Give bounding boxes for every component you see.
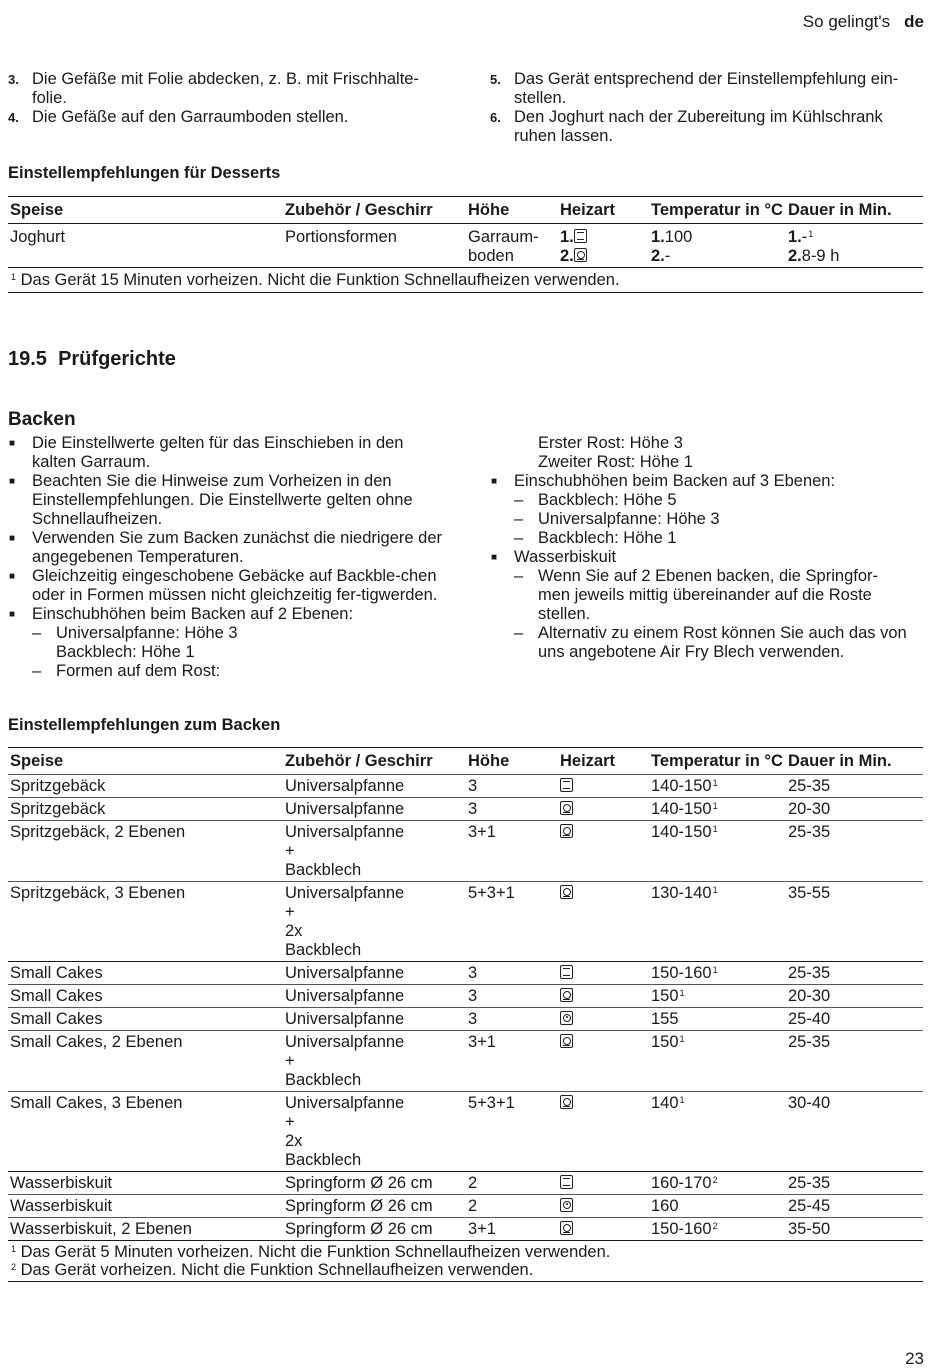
cell-temperatur: 155 xyxy=(649,1008,786,1031)
cell-speise: Wasserbiskuit xyxy=(8,1172,283,1195)
col-header: Zubehör / Geschirr xyxy=(285,752,433,770)
desserts-table xyxy=(8,196,923,293)
step-item: 6. Den Joghurt nach der Zubereitung im Kühlschrank ruhen lassen. xyxy=(490,108,926,146)
backen-right-column xyxy=(490,434,910,662)
cell-speise: Wasserbiskuit xyxy=(8,1195,283,1218)
cell-dauer: 25-45 xyxy=(786,1195,923,1218)
cell-zubehoer: Universalpfanne + Backblech xyxy=(283,1031,466,1092)
cell-temperatur: $140-150^1$ xyxy=(649,775,786,798)
step-text: Den Joghurt nach der Zubereitung im Kühlschrank ruhen lassen. xyxy=(514,108,883,145)
cell-dauer: 25-35 xyxy=(786,775,923,798)
table-row xyxy=(8,1195,923,1218)
cell-zubehoer: Universalpfanne xyxy=(283,962,466,985)
backen-left-column xyxy=(8,434,448,681)
desserts-title: Einstellempfehlungen für Desserts xyxy=(8,164,281,182)
cell-heizart xyxy=(558,1092,649,1172)
steps-left xyxy=(8,70,458,127)
top-bottom-heat-icon xyxy=(560,1175,573,1189)
list-item: – Universalpfanne: Höhe 3 xyxy=(514,510,910,529)
cell-hoehe: 3+1 xyxy=(466,821,558,882)
hot-air-icon xyxy=(560,988,573,1002)
cell-zubehoer: Universalpfanne + 2x Backblech xyxy=(283,1092,466,1172)
cell-heizart xyxy=(558,962,649,985)
step-text: Die Gefäße auf den Garraumboden stellen. xyxy=(32,108,349,126)
col-header: Höhe xyxy=(468,201,510,219)
cell-speise: Spritzgebäck xyxy=(8,798,283,821)
cell-dauer: 20-30 xyxy=(786,985,923,1008)
cell-heizart xyxy=(558,1218,649,1241)
backen-table-title: Einstellempfehlungen zum Backen xyxy=(8,716,281,734)
cell-zubehoer: Universalpfanne xyxy=(283,985,466,1008)
table-row xyxy=(8,1008,923,1031)
list-item: – Backblech: Höhe 5 xyxy=(514,491,910,510)
cell-speise: Spritzgebäck xyxy=(8,775,283,798)
cell-temperatur: $140-150^1$ xyxy=(649,798,786,821)
hot-air-icon xyxy=(560,1221,573,1235)
cell-zubehoer: Universalpfanne xyxy=(283,1008,466,1031)
list-item: ■ Einschubhöhen beim Backen auf 3 Ebenen: – Backblech: Höhe 5 – Universalpfanne: Höhe 3 – Backblech: Höhe 1 xyxy=(490,472,910,548)
col-header: Höhe xyxy=(468,752,510,770)
cell-zubehoer: Springform Ø 26 cm xyxy=(283,1172,466,1195)
cell-speise: Spritzgebäck, 2 Ebenen xyxy=(8,821,283,882)
cell-dauer: 25-35 xyxy=(786,1172,923,1195)
section-heading: 19.5 Prüfgerichte xyxy=(8,348,176,370)
cell-zubehoer: Universalpfanne + 2x Backblech xyxy=(283,882,466,962)
cell-zubehoer: Universalpfanne xyxy=(283,798,466,821)
cell-hoehe: 5+3+1 xyxy=(466,882,558,962)
cell-speise: Small Cakes, 3 Ebenen xyxy=(8,1092,283,1172)
hot-air-icon xyxy=(560,801,573,815)
footnote-row: $^1$ Das Gerät 5 Minuten vorheizen. Nicht die Funktion Schnellaufheizen verwenden. $^2$ Das Gerät vorheizen. Nicht die Funktion Schnellaufheizen verwenden. xyxy=(8,1241,923,1282)
cell-hoehe: 3+1 xyxy=(466,1218,558,1241)
running-header xyxy=(803,12,924,31)
cell-speise: Small Cakes xyxy=(8,985,283,1008)
hot-air-icon xyxy=(560,885,573,899)
cell-temperatur: $140-150^1$ xyxy=(649,821,786,882)
col-header: Dauer in Min. xyxy=(788,752,892,770)
col-header: Speise xyxy=(10,201,64,219)
table-row xyxy=(8,1092,923,1172)
cell-hoehe: 2 xyxy=(466,1172,558,1195)
list-item: ■ Beachten Sie die Hinweise zum Vorheizen in den Einstellempfehlungen. Die Einstellwerte gelten ohne Schnellaufheizen. xyxy=(8,472,448,529)
cell-dauer: 25-35 xyxy=(786,821,923,882)
table-row xyxy=(8,775,923,798)
page-number: 23 xyxy=(905,1349,924,1368)
col-header: Speise xyxy=(10,752,64,770)
col-header: Dauer in Min. xyxy=(788,201,892,219)
list-item: ■ Verwenden Sie zum Backen zunächst die niedrigere der angegebenen Temperaturen. xyxy=(8,529,448,567)
steps-right xyxy=(490,70,926,146)
step-item: 5. Das Gerät entsprechend der Einstellempfehlung ein-stellen. xyxy=(490,70,926,108)
table-row xyxy=(8,1031,923,1092)
table-row xyxy=(8,962,923,985)
table-row xyxy=(8,985,923,1008)
cell-zubehoer: Springform Ø 26 cm xyxy=(283,1195,466,1218)
col-header: Temperatur in °C xyxy=(651,201,783,219)
list-item: – Formen auf dem Rost: xyxy=(32,662,448,681)
cell-temperatur: $150-160^2$ xyxy=(649,1218,786,1241)
3d-hot-air-icon xyxy=(560,1011,573,1025)
cell-speise: Small Cakes xyxy=(8,962,283,985)
list-item: Erster Rost: Höhe 3 xyxy=(538,434,683,452)
cell-hoehe: 3 xyxy=(466,962,558,985)
table-row xyxy=(8,882,923,962)
hot-air-icon xyxy=(560,1095,573,1109)
cell-hoehe: 2 xyxy=(466,1195,558,1218)
list-item: ■ Wasserbiskuit – Wenn Sie auf 2 Ebenen backen, die Springfor-men jeweils mittig übereinander auf die Roste stellen. – Alternativ zu einem Rost können Sie auch das von uns angebotene Air Fry Blech verwenden. xyxy=(490,548,910,662)
cell-heizart xyxy=(558,821,649,882)
table-row xyxy=(8,1172,923,1195)
list-item: – Alternativ zu einem Rost können Sie auch das von uns angebotene Air Fry Blech verwenden. xyxy=(514,624,910,662)
step-item: 3. Die Gefäße mit Folie abdecken, z. B. mit Frischhalte-folie. xyxy=(8,70,458,108)
backen-table xyxy=(8,747,923,1282)
cell-dauer: 20-30 xyxy=(786,798,923,821)
table-row: Joghurt Portionsformen Garraum-boden 1. 2. 1.100 2.- 1.-$^1$ 2.8-9 h xyxy=(10,228,840,265)
list-item: ■ Die Einstellwerte gelten für das Einschieben in den kalten Garraum. xyxy=(8,434,448,472)
cell-temperatur: 160 xyxy=(649,1195,786,1218)
cell-dauer: 35-50 xyxy=(786,1218,923,1241)
cell-dauer: 25-35 xyxy=(786,962,923,985)
table-row xyxy=(8,798,923,821)
cell-hoehe: 3 xyxy=(466,985,558,1008)
footnote: Das Gerät vorheizen. Nicht die Funktion Schnellaufheizen verwenden. xyxy=(20,1261,534,1279)
list-item: Zweiter Rost: Höhe 1 xyxy=(538,453,693,471)
list-item: – Backblech: Höhe 1 xyxy=(514,529,910,548)
cell-temperatur: $130-140^1$ xyxy=(649,882,786,962)
step-text: Die Gefäße mit Folie abdecken, z. B. mit Frischhalte-folie. xyxy=(32,70,419,107)
cell-zubehoer: Universalpfanne xyxy=(283,775,466,798)
cell-temperatur: $160-170^2$ xyxy=(649,1172,786,1195)
cell-dauer: 35-55 xyxy=(786,882,923,962)
table-row xyxy=(8,821,923,882)
cell-temperatur: $150^1$ xyxy=(649,1031,786,1092)
cell-zubehoer: Springform Ø 26 cm xyxy=(283,1218,466,1241)
header-lang: de xyxy=(904,12,924,31)
cell-zubehoer: Universalpfanne + Backblech xyxy=(283,821,466,882)
hot-air-icon xyxy=(560,1034,573,1048)
cell-heizart xyxy=(558,1172,649,1195)
top-bottom-heat-icon xyxy=(574,229,587,243)
cell-dauer: 30-40 xyxy=(786,1092,923,1172)
cell-speise: Spritzgebäck, 3 Ebenen xyxy=(8,882,283,962)
step-item: 4. Die Gefäße auf den Garraumboden stellen. xyxy=(8,108,349,126)
backen-heading: Backen xyxy=(8,409,76,430)
list-item: – Universalpfanne: Höhe 3 Backblech: Höhe 1 xyxy=(32,624,448,662)
col-header: Zubehör / Geschirr xyxy=(285,201,433,219)
cell-hoehe: 3+1 xyxy=(466,1031,558,1092)
cell-heizart xyxy=(558,798,649,821)
header-section: So gelingt's xyxy=(802,12,891,31)
cell-heizart xyxy=(558,775,649,798)
cell-speise: Wasserbiskuit, 2 Ebenen xyxy=(8,1218,283,1241)
top-bottom-heat-icon xyxy=(560,965,573,979)
cell-temperatur: $140^1$ xyxy=(649,1092,786,1172)
3d-hot-air-icon xyxy=(560,1198,573,1212)
hot-air-icon xyxy=(560,824,573,838)
list-item: ■ Gleichzeitig eingeschobene Gebäcke auf Backble-chen oder in Formen müssen nicht gleichzeitig fer-tigwerden. xyxy=(8,567,448,605)
cell-dauer: 25-35 xyxy=(786,1031,923,1092)
footnote: Das Gerät 5 Minuten vorheizen. Nicht die Funktion Schnellaufheizen verwenden. xyxy=(20,1243,611,1261)
cell-hoehe: 3 xyxy=(466,1008,558,1031)
cell-temperatur: $150-160^1$ xyxy=(649,962,786,985)
cell-hoehe: 3 xyxy=(466,798,558,821)
step-text: Das Gerät entsprechend der Einstellempfehlung ein-stellen. xyxy=(514,70,899,107)
cell-heizart xyxy=(558,985,649,1008)
col-header: Heizart xyxy=(560,201,616,219)
list-item: ■ Einschubhöhen beim Backen auf 2 Ebenen: – Universalpfanne: Höhe 3 Backblech: Höhe 1 – Formen auf dem Rost: xyxy=(8,605,448,681)
cell-hoehe: 5+3+1 xyxy=(466,1092,558,1172)
cell-speise: Small Cakes, 2 Ebenen xyxy=(8,1031,283,1092)
col-header: Heizart xyxy=(560,752,616,770)
footnote-row: $^1$ Das Gerät 15 Minuten vorheizen. Nicht die Funktion Schnellaufheizen verwenden. xyxy=(8,268,923,293)
cell-heizart xyxy=(558,1031,649,1092)
list-item: – Wenn Sie auf 2 Ebenen backen, die Springfor-men jeweils mittig übereinander auf die Roste stellen. xyxy=(514,567,910,624)
hot-air-icon xyxy=(574,248,587,262)
cell-dauer: 25-40 xyxy=(786,1008,923,1031)
cell-heizart xyxy=(558,882,649,962)
footnote: Das Gerät 15 Minuten vorheizen. Nicht die Funktion Schnellaufheizen verwenden. xyxy=(20,271,620,289)
cell-heizart xyxy=(558,1008,649,1031)
col-header: Temperatur in °C xyxy=(651,752,783,770)
cell-temperatur: $150^1$ xyxy=(649,985,786,1008)
cell-heizart xyxy=(558,1195,649,1218)
top-bottom-heat-icon xyxy=(560,778,573,792)
cell-speise: Small Cakes xyxy=(8,1008,283,1031)
cell-hoehe: 3 xyxy=(466,775,558,798)
table-row xyxy=(8,1218,923,1241)
